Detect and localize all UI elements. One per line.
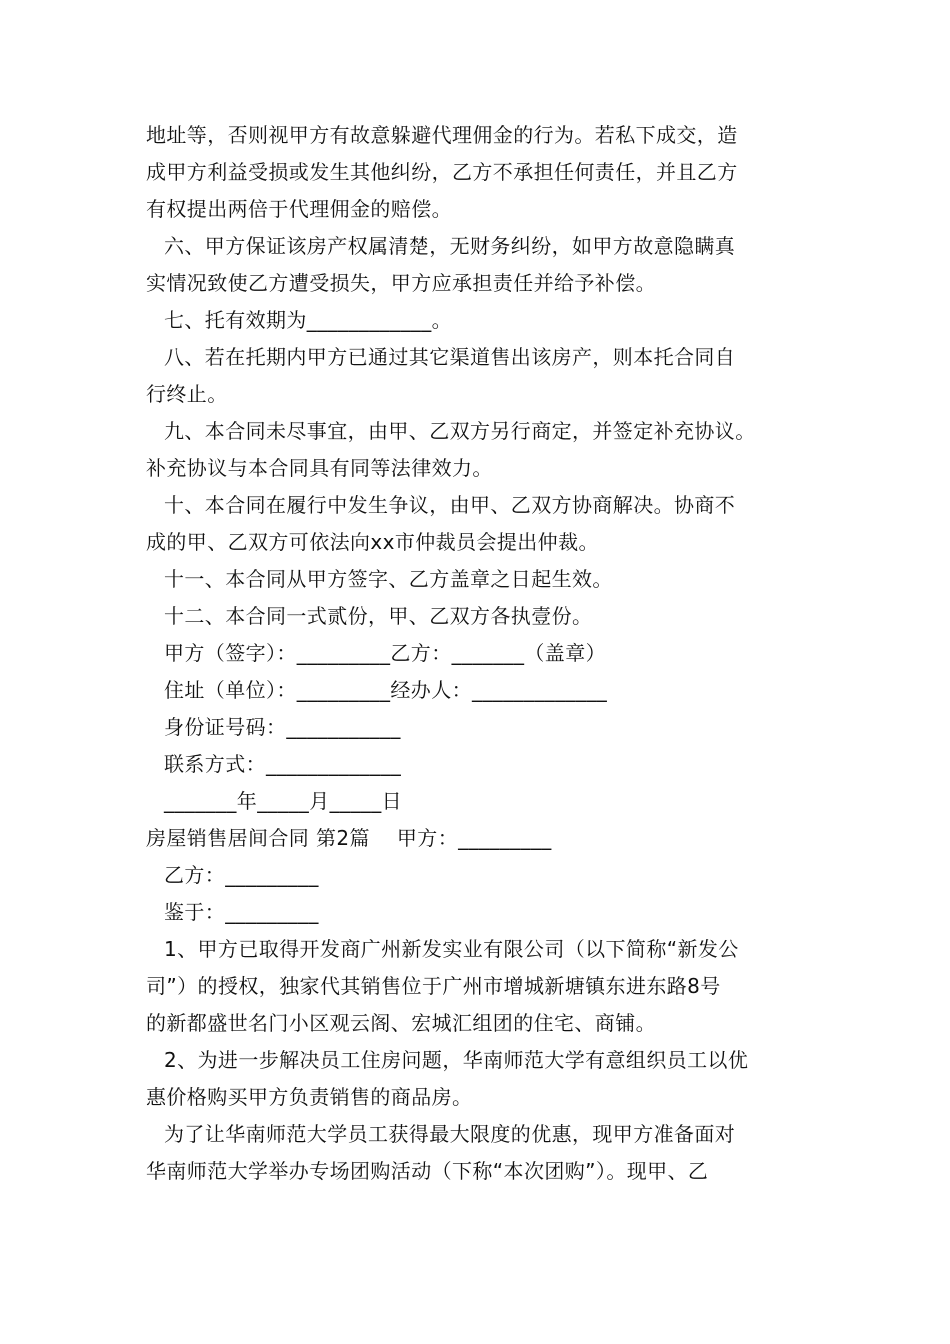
body-line: 补充协议与本合同具有同等法律效力。	[146, 456, 493, 480]
id-number-line: 身份证号码：___________	[164, 715, 401, 739]
clause-10-line: 十、本合同在履行中发生争议，由甲、乙双方协商解决。协商不	[164, 493, 736, 517]
document-body	[146, 117, 821, 1190]
address-line: 住址（单位）：_________经办人：_____________	[164, 678, 608, 702]
contact-line: 联系方式：_____________	[164, 752, 402, 776]
item-1-line: 1、甲方已取得开发商广州新发实业有限公司（以下简称“新发公	[164, 937, 739, 961]
clause-12-line: 十二、本合同一式贰份，甲、乙双方各执壹份。	[164, 604, 593, 628]
signature-party-line: 甲方（签字）：_________乙方：_______（盖章）	[164, 641, 606, 665]
body-line: 有权提出两倍于代理佣金的赔偿。	[146, 197, 452, 221]
purpose-line: 为了让华南师范大学员工获得最大限度的优惠，现甲方准备面对	[164, 1122, 736, 1146]
body-line: 的新都盛世名门小区观云阁、宏城汇组团的住宅、商铺。	[146, 1011, 656, 1035]
clause-11-line: 十一、本合同从甲方签字、乙方盖章之日起生效。	[164, 567, 613, 591]
body-line: 地址等，否则视甲方有故意躲避代理佣金的行为。若私下成交，造	[146, 123, 738, 147]
party-b-line: 乙方：_________	[164, 863, 319, 887]
body-line: 成的甲、乙双方可依法向xx市仲裁员会提出仲裁。	[146, 530, 599, 554]
body-line: 司”）的授权，独家代其销售位于广州市增城新塘镇东进东路8号	[146, 974, 721, 998]
item-2-line: 2、为进一步解决员工住房问题，华南师范大学有意组织员工以优	[164, 1048, 749, 1072]
second-contract-heading-line: 房屋销售居间合同 第2篇 甲方：_________	[146, 826, 552, 850]
clause-9-line: 九、本合同未尽事宜，由甲、乙双方另行商定，并签定补充协议。	[164, 419, 756, 443]
body-line: 实情况致使乙方遭受损失，甲方应承担责任并给予补偿。	[146, 271, 656, 295]
clause-6-line: 六、甲方保证该房产权属清楚，无财务纠纷，如甲方故意隐瞒真	[164, 234, 736, 258]
date-line: _______年_____月_____日	[164, 789, 402, 813]
clause-8-line: 八、若在托期内甲方已通过其它渠道售出该房产，则本托合同自	[164, 345, 736, 369]
body-line: 惠价格购买甲方负责销售的商品房。	[146, 1085, 473, 1109]
body-line: 成甲方利益受损或发生其他纠纷，乙方不承担任何责任，并且乙方	[146, 160, 738, 184]
body-line: 华南师范大学举办专场团购活动（下称“本次团购”）。现甲、乙	[146, 1159, 709, 1183]
whereas-line: 鉴于：_________	[164, 900, 319, 924]
body-line: 行终止。	[146, 382, 228, 406]
clause-7-line: 七、托有效期为____________。	[164, 308, 452, 332]
